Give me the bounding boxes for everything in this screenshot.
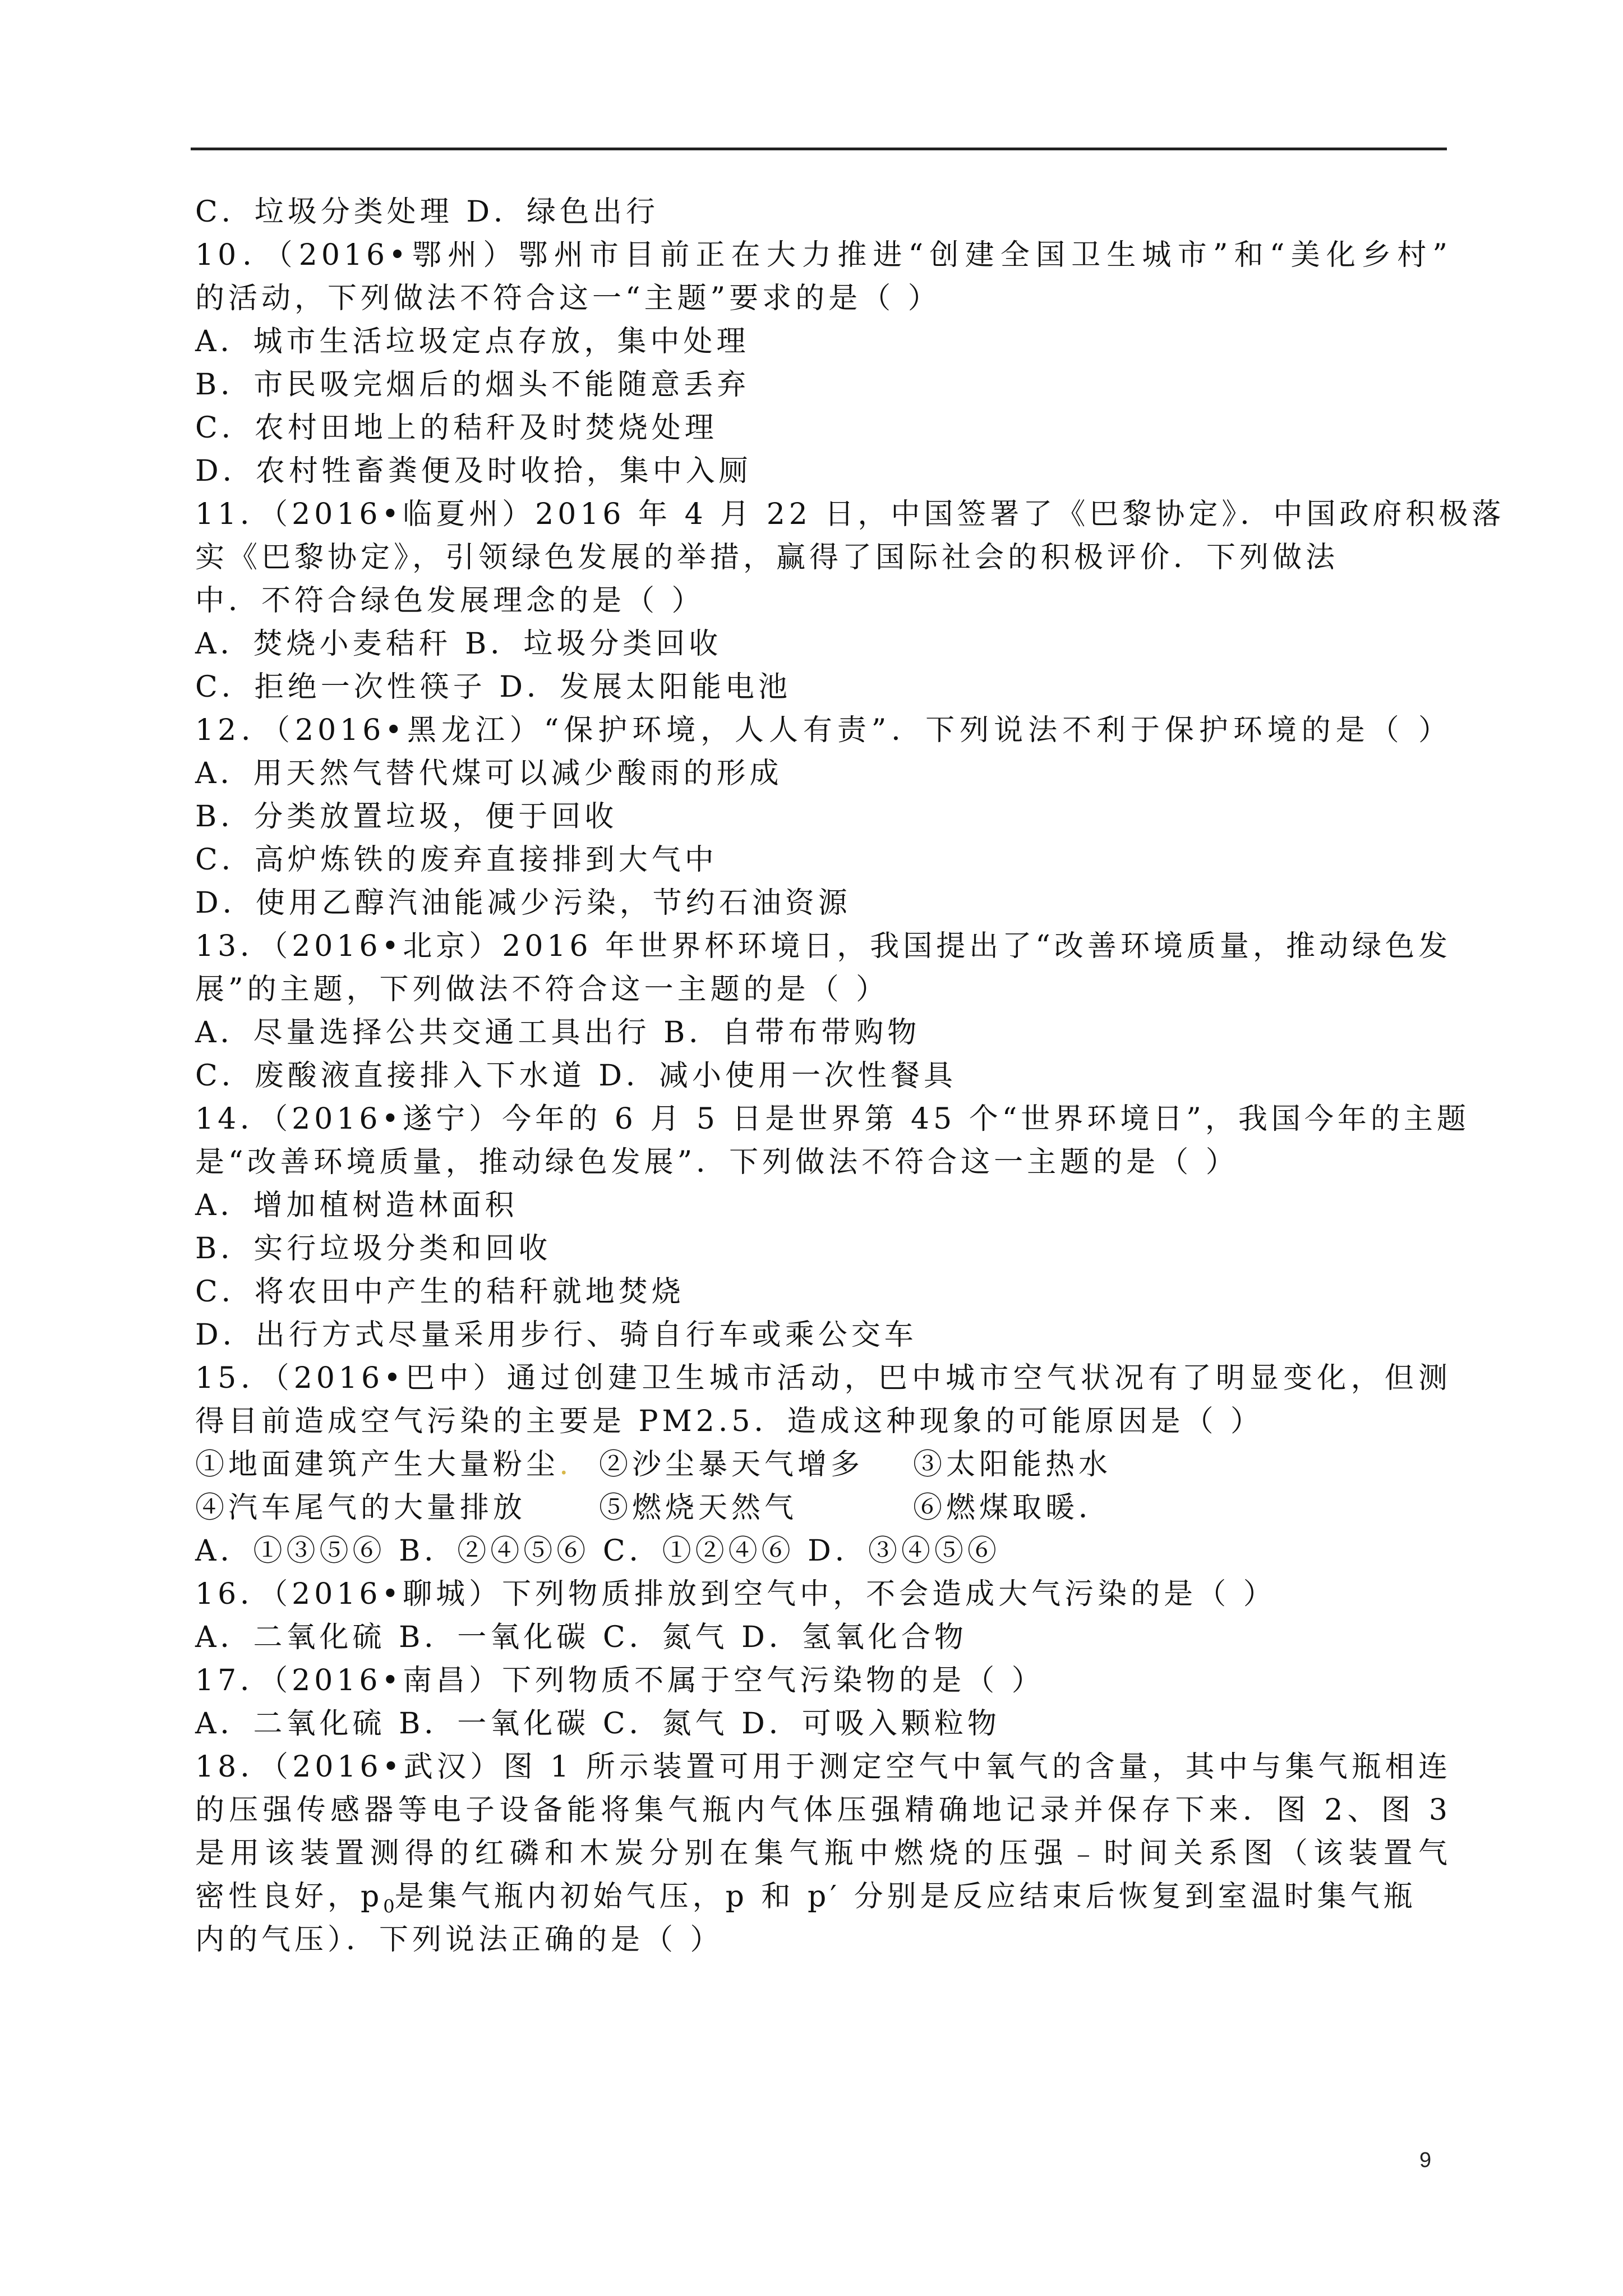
- question-15-items-row-2: [195, 1487, 1451, 1530]
- q15-item: ⑤燃烧天然气: [599, 1491, 798, 1525]
- question-11-line-3: 中．不符合绿色发展理念的是（ ）: [195, 584, 705, 618]
- option-line: A．城市生活垃圾定点存放，集中处理: [195, 325, 750, 358]
- question-18-line-1: 18．（2016•武汉）图 1 所示装置可用于测定空气中氧气的含量，其中与集气瓶相连: [195, 1750, 1451, 1784]
- question-14-line-2: 是“改善环境质量，推动绿色发展”．下列做法不符合这一主题的是（ ）: [195, 1145, 1239, 1179]
- question-18-line-3: 是用该装置测得的红磷和木炭分别在集气瓶中燃烧的压强﹣时间关系图（该装置气: [195, 1837, 1451, 1870]
- question-15-items-row-1: [195, 1443, 1451, 1487]
- option-line: B．分类放置垃圾，便于回收: [195, 800, 618, 834]
- option-line: C．废酸液直接排入下水道 D．减小使用一次性餐具: [195, 1059, 957, 1093]
- option-line: A．①③⑤⑥ B．②④⑤⑥ C．①②④⑥ D．③④⑤⑥: [195, 1534, 1000, 1568]
- question-13-line-1: 13．（2016•北京）2016 年世界杯环境日，我国提出了“改善环境质量，推动绿色发: [195, 930, 1451, 963]
- option-line: C．拒绝一次性筷子 D．发展太阳能电池: [195, 670, 792, 704]
- option-line: A．二氧化硫 B．一氧化碳 C．氮气 D．氢氧化合物: [195, 1621, 967, 1654]
- option-line: A．增加植树造林面积: [195, 1189, 518, 1222]
- question-11-line-2: 实《巴黎协定》，引领绿色发展的举措，赢得了国际社会的积极评价．下列做法: [195, 541, 1339, 574]
- option-line: A．焚烧小麦秸秆 B．垃圾分类回收: [195, 627, 722, 661]
- question-17: 17．（2016•南昌）下列物质不属于空气污染物的是（ ）: [195, 1664, 1045, 1697]
- question-15-line-1: 15．（2016•巴中）通过创建卫生城市活动，巴中城市空气状况有了明显变化，但测: [195, 1361, 1451, 1395]
- option-line: C．高炉炼铁的废弃直接排到大气中: [195, 843, 718, 877]
- page-number: 9: [1419, 2148, 1432, 2172]
- q15-item: ④汽车尾气的大量排放: [195, 1491, 527, 1525]
- question-18-line-5: 内的气压）．下列说法正确的是（ ）: [195, 1923, 723, 1957]
- option-line: D．出行方式尽量采用步行、骑自行车或乘公交车: [195, 1318, 917, 1352]
- q15-item: ②沙尘暴天气增多: [599, 1448, 864, 1481]
- question-13-line-2: 展”的主题，下列做法不符合这一主题的是（ ）: [195, 973, 889, 1006]
- option-line: A．尽量选择公共交通工具出行 B．自带布带购物: [195, 1016, 921, 1050]
- header-rule: [191, 148, 1447, 150]
- q15-item: ①地面建筑产生大量粉尘.: [195, 1448, 573, 1481]
- option-line: A．二氧化硫 B．一氧化碳 C．氮气 D．可吸入颗粒物: [195, 1707, 1000, 1741]
- question-16: 16．（2016•聊城）下列物质排放到空气中，不会造成大气污染的是（ ）: [195, 1577, 1276, 1611]
- question-12-line-1: 12．（2016•黑龙江）“保护环境，人人有责”．下列说法不利于保护环境的是（ ）: [195, 714, 1451, 747]
- question-18-line-4: 密性良好，$p_0$是集气瓶内初始气压，p 和 p′ 分别是反应结束后恢复到室温时集气瓶: [195, 1880, 1417, 1917]
- option-line: B．实行垃圾分类和回收: [195, 1232, 552, 1266]
- q15-mark: .: [559, 1448, 573, 1481]
- q15-item: ⑥燃煤取暖．: [913, 1491, 1112, 1525]
- question-10-line-1: 10．（2016•鄂州）鄂州市目前正在大力推进“创建全国卫生城市”和“美化乡村”: [195, 238, 1451, 272]
- option-line: D．农村牲畜粪便及时收拾，集中入厕: [195, 454, 752, 488]
- subscript-zero: 0: [383, 1895, 395, 1917]
- question-11-line-1: 11．（2016•临夏州）2016 年 4 月 22 日，中国签署了《巴黎协定》．中国政府积极落: [195, 498, 1505, 531]
- option-line: D．使用乙醇汽油能减少污染，节约石油资源: [195, 886, 851, 920]
- question-18-line-2: 的压强传感器等电子设备能将集气瓶内气体压强精确地记录并保存下来．图 2、图 3: [195, 1793, 1451, 1827]
- option-line: B．市民吸完烟后的烟头不能随意丢弃: [195, 368, 750, 402]
- option-line: C．将农田中产生的秸秆就地焚烧: [195, 1275, 685, 1309]
- question-10-line-2: 的活动，下列做法不符合这一“主题”要求的是（ ）: [195, 282, 941, 315]
- option-line: A．用天然气替代煤可以减少酸雨的形成: [195, 757, 783, 790]
- question-14-line-1: 14．（2016•遂宁）今年的 6 月 5 日是世界第 45 个“世界环境日”，我国今年的主题: [195, 1102, 1470, 1136]
- q15-item: ③太阳能热水: [913, 1448, 1112, 1481]
- document-body: [195, 191, 1505, 1962]
- question-15-line-2: 得目前造成空气污染的主要是 PM2.5．造成这种现象的可能原因是（ ）: [195, 1405, 1264, 1438]
- text-line: C．垃圾分类处理 D．绿色出行: [195, 195, 660, 229]
- option-line: C．农村田地上的秸秆及时焚烧处理: [195, 411, 718, 445]
